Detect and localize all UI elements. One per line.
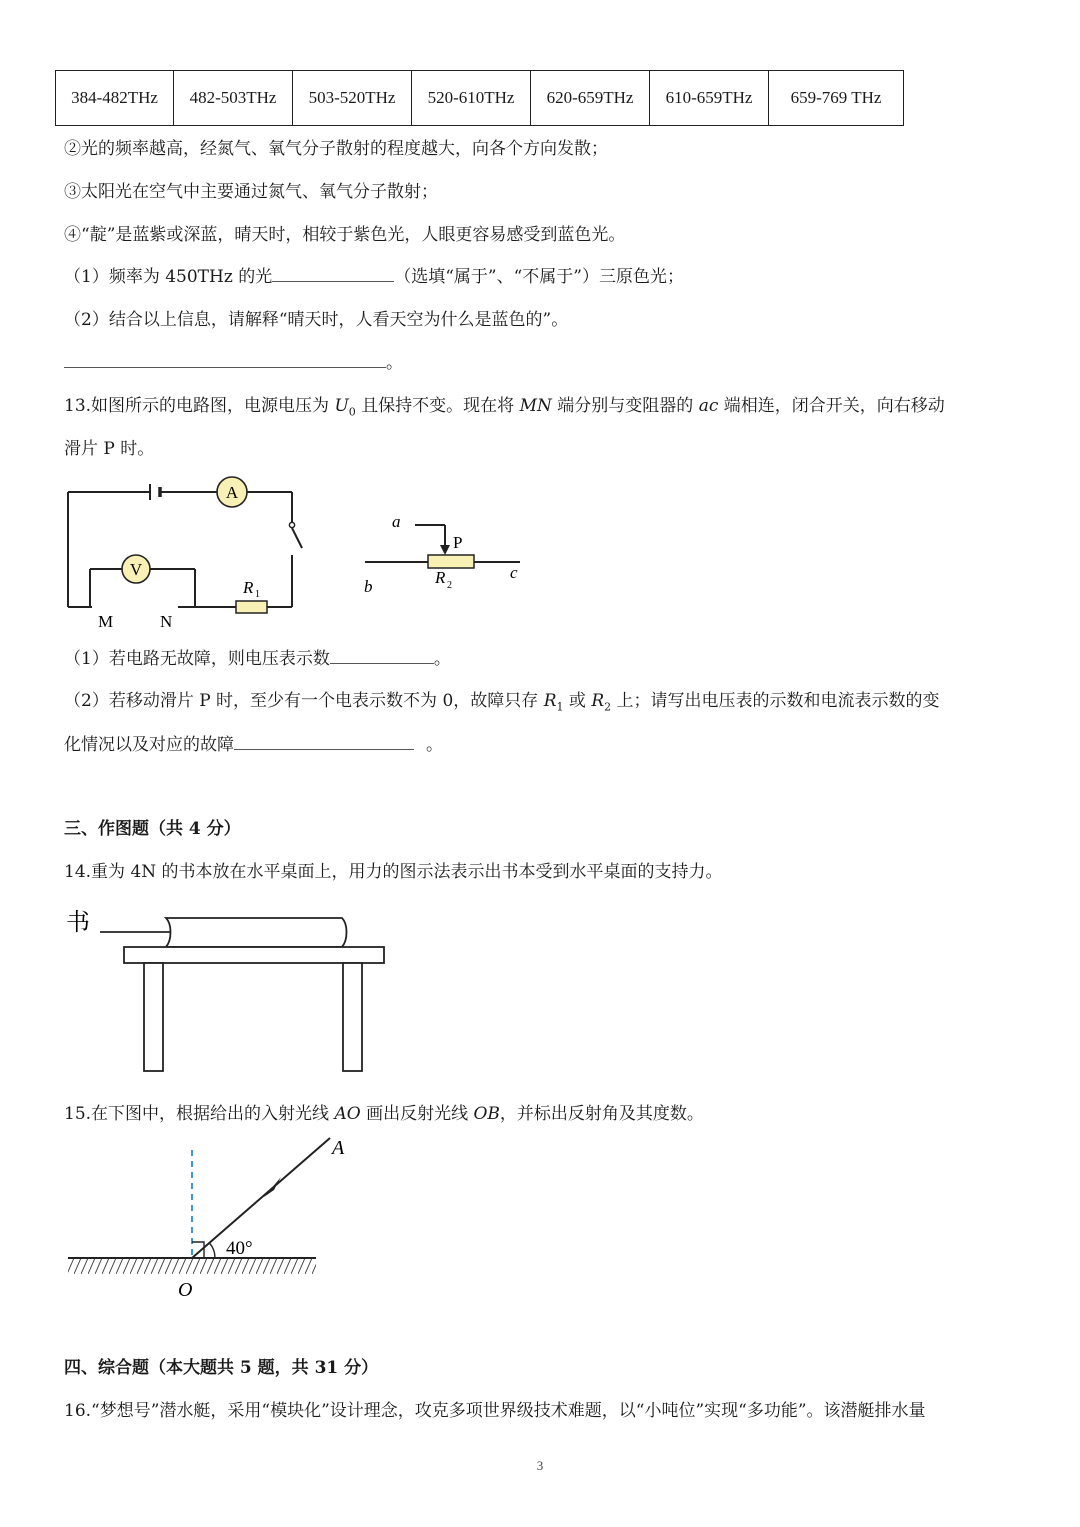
q12-part2-answer	[64, 352, 403, 374]
reflection-diagram	[60, 1130, 360, 1305]
page-number: 3	[536, 1458, 544, 1473]
answer-blank[interactable]	[272, 281, 394, 282]
terminal-m-label: M	[98, 612, 114, 631]
resistor-r1	[236, 601, 267, 613]
terminal-n-label: N	[160, 612, 173, 631]
angle-arc	[210, 1243, 216, 1258]
mirror-hatching	[68, 1258, 316, 1274]
q15-text: 画出反射光线	[360, 1104, 474, 1124]
table-row	[56, 71, 904, 126]
q13-stem-line2: 滑片 P 时。	[64, 439, 155, 459]
info-item-4: ④“靛”是蓝紫或深蓝，晴天时，相较于紫色光，人眼更容易感受到蓝色光。	[64, 225, 626, 245]
u-subscript: 0	[348, 405, 356, 419]
angle-label: 40°	[226, 1238, 253, 1259]
incident-ray	[192, 1138, 330, 1258]
q13-text: （2）若移动滑片 P 时，至少有一个电表示数不为 0，故障只存	[64, 691, 544, 711]
u-symbol: U	[334, 396, 349, 416]
circuit-diagram	[60, 470, 540, 635]
q12-part2: （2）结合以上信息，请解释“晴天时，人看天空为什么是蓝色的”。	[64, 310, 569, 330]
q13-text: 上；请写出电压表的示数和电流表示数的变	[611, 691, 940, 711]
r2-symbol: R	[591, 691, 605, 711]
section-4-title: 四、综合题（本大题共 5 题，共 31 分）	[64, 1358, 379, 1378]
ac-symbol: ac	[698, 396, 719, 416]
info-item-3: ③太阳光在空气中主要通过氮气、氧气分子散射；	[64, 182, 438, 202]
r2-subscript: 2	[604, 700, 612, 714]
q13-part1	[64, 648, 451, 670]
terminal-c-label: c	[510, 563, 518, 582]
q16-stem: 16.“梦想号”潜水艇，采用“模块化”设计理念，攻克多项世界级技术难题，以“小吨位”实现“多功能”。该潜艇排水量	[64, 1401, 926, 1421]
book-label: 书	[66, 910, 90, 936]
table-top	[124, 947, 384, 963]
line-end-mark: 。	[426, 735, 443, 755]
q13-text: 端相连，闭合开关，向右移动	[718, 396, 945, 416]
q12-part1	[64, 266, 684, 288]
terminal-b-label: b	[364, 577, 373, 596]
q13-text: 化情况以及对应的故障	[64, 735, 234, 755]
q12-part1-options: （选填“属于”、“不属于”）三原色光；	[394, 267, 684, 287]
q13-text: 且保持不变。现在将	[355, 396, 520, 416]
q13-part2-line2	[64, 734, 443, 756]
table-cell: 482-503THz	[174, 71, 293, 126]
r1-symbol: R	[543, 691, 557, 711]
book-table-diagram	[60, 900, 400, 1075]
ammeter-label: A	[225, 483, 239, 502]
answer-blank[interactable]	[64, 367, 386, 368]
answer-blank[interactable]	[330, 663, 434, 664]
mn-symbol: MN	[519, 396, 552, 416]
table-cell: 620-659THz	[531, 71, 650, 126]
q13-stem-line1	[64, 395, 945, 423]
table-cell: 520-610THz	[412, 71, 531, 126]
answer-blank[interactable]	[234, 749, 414, 750]
voltmeter-label: V	[129, 560, 143, 579]
section-3-title: 三、作图题（共 4 分）	[64, 819, 241, 839]
q13-text: 端分别与变阻器的	[551, 396, 699, 416]
table-leg-left	[144, 963, 163, 1071]
frequency-table	[55, 70, 904, 126]
table-cell: 503-520THz	[293, 71, 412, 126]
r1-subscript: 1	[255, 589, 260, 600]
table-cell: 659-769 THz	[769, 71, 904, 126]
q15-text: ，并标出反射角及其度数。	[499, 1104, 704, 1124]
slider-p-label: P	[453, 533, 463, 552]
r1-label: R	[243, 578, 254, 597]
ob-symbol: OB	[473, 1104, 500, 1124]
q13-part1-text: （1）若电路无故障，则电压表示数	[64, 649, 330, 669]
table-cell: 384-482THz	[56, 71, 174, 126]
ao-symbol: AO	[334, 1104, 361, 1124]
book-shape	[166, 918, 347, 947]
info-item-2: ②光的频率越高，经氮气、氧气分子散射的程度越大，向各个方向发散；	[64, 139, 608, 159]
q13-text: 或	[563, 691, 592, 711]
r2-subscript: 2	[447, 580, 452, 591]
point-a-label: A	[332, 1137, 345, 1159]
q13-part2-line1	[64, 690, 940, 718]
line-end-mark: 。	[433, 649, 451, 669]
terminal-a-label: a	[392, 512, 401, 531]
slider-arrow-icon	[440, 545, 450, 555]
table-cell: 610-659THz	[650, 71, 769, 126]
q14-stem: 14.重为 4N 的书本放在水平桌面上，用力的图示法表示出书本受到水平桌面的支持力。	[64, 862, 723, 882]
q12-part1-text: （1）频率为 450THz 的光	[64, 267, 273, 287]
r2-label: R	[435, 568, 446, 587]
point-o-label: O	[178, 1279, 193, 1301]
line-end-mark: 。	[386, 353, 403, 373]
q15-text: 15.在下图中，根据给出的入射光线	[64, 1104, 335, 1124]
q15-stem	[64, 1103, 704, 1125]
rheostat-r2	[428, 555, 474, 568]
r1-subscript: 1	[556, 700, 564, 714]
table-leg-right	[343, 963, 362, 1071]
switch-terminal	[289, 522, 294, 527]
q13-text: 13.如图所示的电路图，电源电压为	[64, 396, 335, 416]
